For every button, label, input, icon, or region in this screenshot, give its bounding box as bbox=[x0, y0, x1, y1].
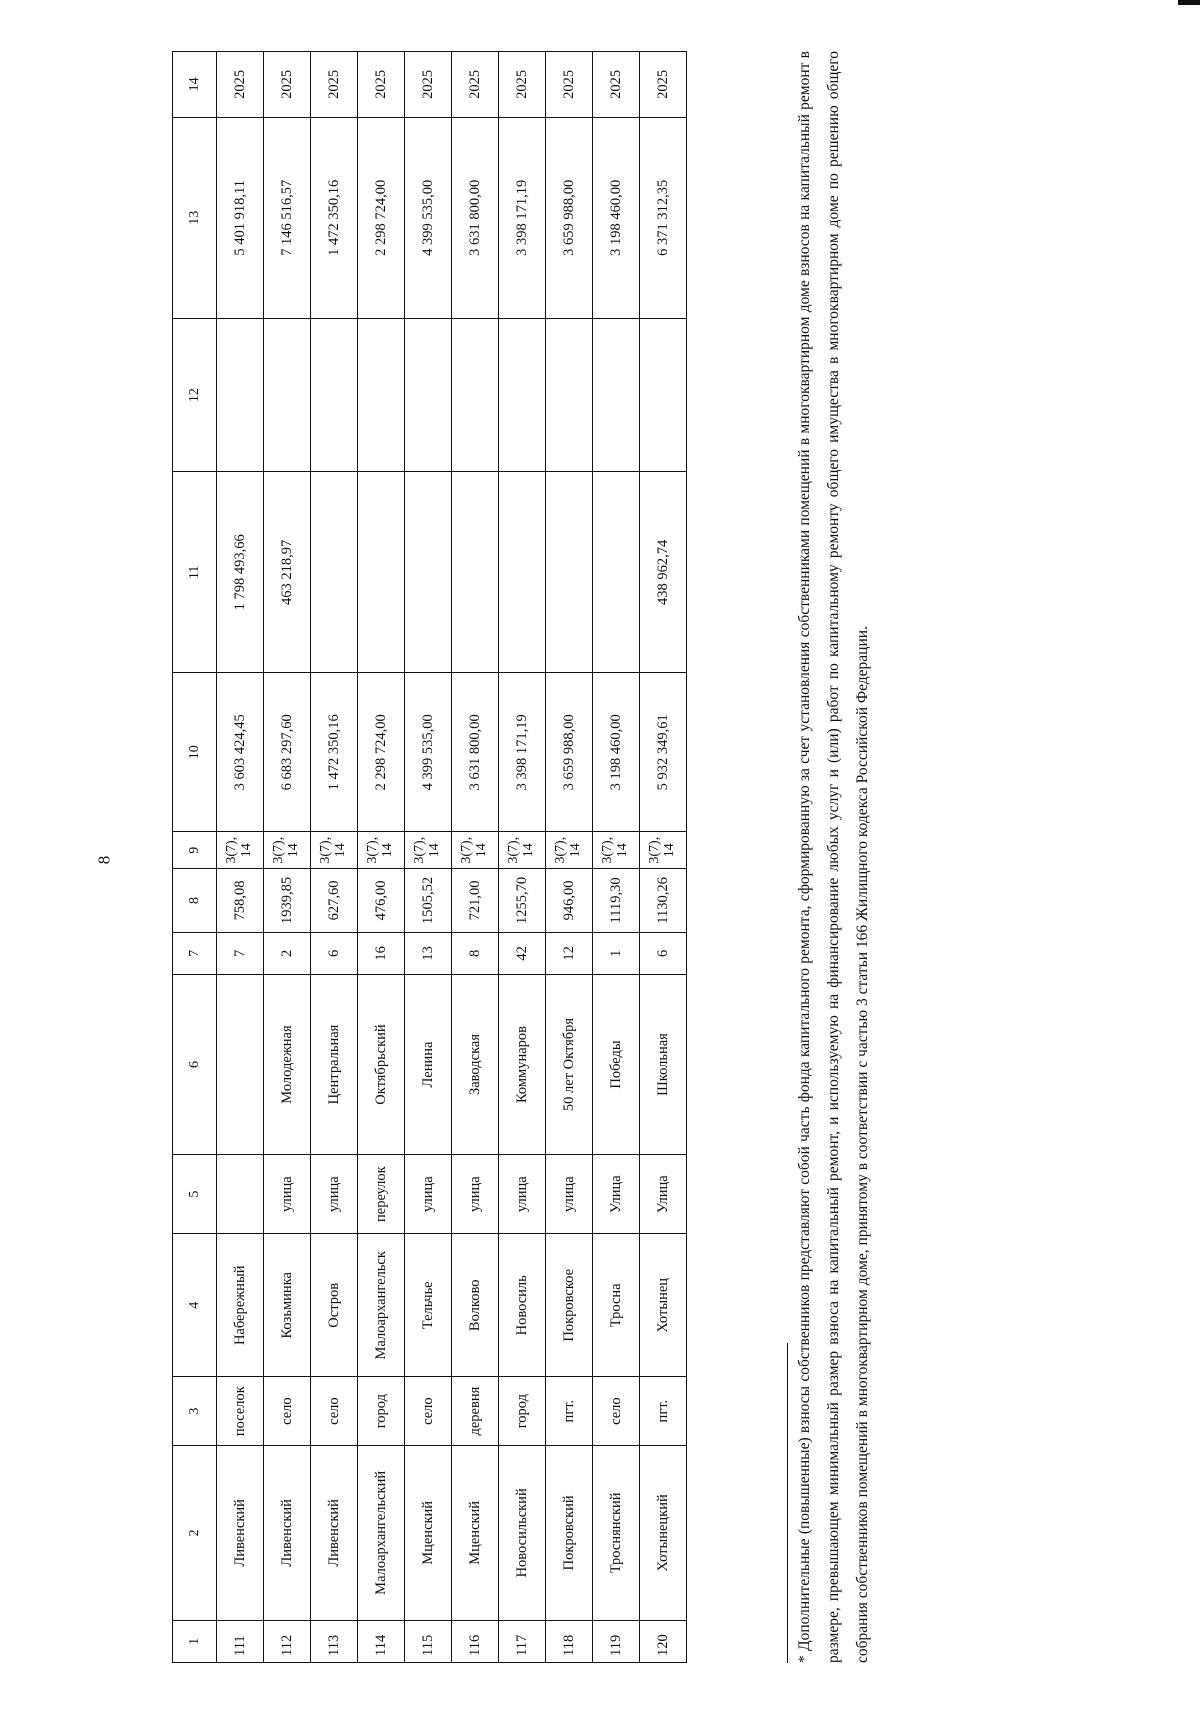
street-name-cell: Октябрьский bbox=[358, 975, 405, 1155]
area-cell: 1939,85 bbox=[264, 869, 311, 933]
register-table-container bbox=[172, 51, 687, 1663]
settlement-name-cell: Набережный bbox=[217, 1234, 264, 1377]
district-cell: Хотынецкий bbox=[640, 1446, 687, 1621]
street-name-cell: Коммунаров bbox=[499, 975, 546, 1155]
other-amount-cell bbox=[546, 318, 593, 471]
additional-contribution-cell: 463 218,97 bbox=[264, 472, 311, 673]
district-cell: Малоархангельский bbox=[358, 1446, 405, 1621]
total-cost-cell: 3 398 171,19 bbox=[499, 117, 546, 318]
year-cell: 2025 bbox=[452, 52, 499, 118]
page-number: 8 bbox=[94, 855, 114, 865]
footnote-container bbox=[787, 51, 927, 1663]
amount-cell: 3 659 988,00 bbox=[546, 673, 593, 832]
amount-cell: 3 198 460,00 bbox=[593, 673, 640, 832]
house-number-cell: 13 bbox=[405, 932, 452, 974]
row-number: 116 bbox=[452, 1620, 499, 1662]
column-header: 2 bbox=[173, 1446, 217, 1621]
column-header: 8 bbox=[173, 869, 217, 933]
column-header: 9 bbox=[173, 832, 217, 869]
settlement-type-cell: город bbox=[358, 1377, 405, 1446]
column-header: 14 bbox=[173, 52, 217, 118]
edge-mark bbox=[1178, 0, 1200, 5]
column-header: 3 bbox=[173, 1377, 217, 1446]
house-number-cell: 7 bbox=[217, 932, 264, 974]
year-cell: 2025 bbox=[405, 52, 452, 118]
year-cell: 2025 bbox=[546, 52, 593, 118]
table-row bbox=[499, 52, 546, 1663]
settlement-name-cell: Волково bbox=[452, 1234, 499, 1377]
house-number-cell: 6 bbox=[311, 932, 358, 974]
settlement-type-cell: пгт. bbox=[640, 1377, 687, 1446]
area-cell: 946,00 bbox=[546, 869, 593, 933]
settlement-type-cell: село bbox=[264, 1377, 311, 1446]
row-number: 112 bbox=[264, 1620, 311, 1662]
column-header: 4 bbox=[173, 1234, 217, 1377]
district-cell: Новосильский bbox=[499, 1446, 546, 1621]
header-row bbox=[173, 52, 217, 1663]
house-number-cell: 12 bbox=[546, 932, 593, 974]
amount-cell: 3 398 171,19 bbox=[499, 673, 546, 832]
row-number: 114 bbox=[358, 1620, 405, 1662]
total-cost-cell: 6 371 312,35 bbox=[640, 117, 687, 318]
district-cell: Ливенский bbox=[264, 1446, 311, 1621]
year-cell: 2025 bbox=[217, 52, 264, 118]
settlement-name-cell: Покровское bbox=[546, 1234, 593, 1377]
total-cost-cell: 3 198 460,00 bbox=[593, 117, 640, 318]
year-cell: 2025 bbox=[358, 52, 405, 118]
additional-contribution-cell bbox=[358, 472, 405, 673]
street-name-cell: Школьная bbox=[640, 975, 687, 1155]
method-cell: 3(7), 14 bbox=[593, 832, 640, 869]
total-cost-cell: 5 401 918,11 bbox=[217, 117, 264, 318]
additional-contribution-cell: 438 962,74 bbox=[640, 472, 687, 673]
year-cell: 2025 bbox=[593, 52, 640, 118]
district-cell: Ливенский bbox=[217, 1446, 264, 1621]
other-amount-cell bbox=[264, 318, 311, 471]
row-number: 113 bbox=[311, 1620, 358, 1662]
year-cell: 2025 bbox=[264, 52, 311, 118]
area-cell: 1505,52 bbox=[405, 869, 452, 933]
row-number: 119 bbox=[593, 1620, 640, 1662]
district-cell: Троснянский bbox=[593, 1446, 640, 1621]
area-cell: 627,60 bbox=[311, 869, 358, 933]
additional-contribution-cell: 1 798 493,66 bbox=[217, 472, 264, 673]
method-cell: 3(7), 14 bbox=[452, 832, 499, 869]
house-number-cell: 8 bbox=[452, 932, 499, 974]
method-cell: 3(7), 14 bbox=[499, 832, 546, 869]
method-cell: 3(7), 14 bbox=[311, 832, 358, 869]
table-body bbox=[217, 52, 687, 1663]
street-type-cell: улица bbox=[264, 1154, 311, 1233]
street-name-cell: Молодежная bbox=[264, 975, 311, 1155]
district-cell: Мценский bbox=[405, 1446, 452, 1621]
settlement-name-cell: Хотынец bbox=[640, 1234, 687, 1377]
column-header: 1 bbox=[173, 1620, 217, 1662]
settlement-type-cell: город bbox=[499, 1377, 546, 1446]
other-amount-cell bbox=[358, 318, 405, 471]
amount-cell: 2 298 724,00 bbox=[358, 673, 405, 832]
year-cell: 2025 bbox=[640, 52, 687, 118]
area-cell: 758,08 bbox=[217, 869, 264, 933]
street-type-cell: улица bbox=[452, 1154, 499, 1233]
table-row bbox=[593, 52, 640, 1663]
total-cost-cell: 3 631 800,00 bbox=[452, 117, 499, 318]
row-number: 120 bbox=[640, 1620, 687, 1662]
house-number-cell: 2 bbox=[264, 932, 311, 974]
settlement-name-cell: Тросна bbox=[593, 1234, 640, 1377]
district-cell: Мценский bbox=[452, 1446, 499, 1621]
street-name-cell bbox=[217, 975, 264, 1155]
column-header: 5 bbox=[173, 1154, 217, 1233]
street-name-cell: 50 лет Октября bbox=[546, 975, 593, 1155]
total-cost-cell: 3 659 988,00 bbox=[546, 117, 593, 318]
row-number: 117 bbox=[499, 1620, 546, 1662]
other-amount-cell bbox=[452, 318, 499, 471]
table-row bbox=[358, 52, 405, 1663]
footnote-divider bbox=[787, 1343, 788, 1663]
area-cell: 1255,70 bbox=[499, 869, 546, 933]
row-number: 115 bbox=[405, 1620, 452, 1662]
column-header: 12 bbox=[173, 318, 217, 471]
house-number-cell: 16 bbox=[358, 932, 405, 974]
street-type-cell bbox=[217, 1154, 264, 1233]
settlement-name-cell: Козьминка bbox=[264, 1234, 311, 1377]
street-type-cell: улица bbox=[405, 1154, 452, 1233]
additional-contribution-cell bbox=[405, 472, 452, 673]
street-type-cell: переулок bbox=[358, 1154, 405, 1233]
house-number-cell: 42 bbox=[499, 932, 546, 974]
table-row bbox=[640, 52, 687, 1663]
area-cell: 1130,26 bbox=[640, 869, 687, 933]
street-name-cell: Победы bbox=[593, 975, 640, 1155]
settlement-name-cell: Новосиль bbox=[499, 1234, 546, 1377]
other-amount-cell bbox=[217, 318, 264, 471]
method-cell: 3(7), 14 bbox=[640, 832, 687, 869]
other-amount-cell bbox=[640, 318, 687, 471]
total-cost-cell: 7 146 516,57 bbox=[264, 117, 311, 318]
street-type-cell: улица bbox=[546, 1154, 593, 1233]
row-number: 111 bbox=[217, 1620, 264, 1662]
additional-contribution-cell bbox=[452, 472, 499, 673]
total-cost-cell: 2 298 724,00 bbox=[358, 117, 405, 318]
row-number: 118 bbox=[546, 1620, 593, 1662]
other-amount-cell bbox=[593, 318, 640, 471]
column-header: 11 bbox=[173, 472, 217, 673]
register-table bbox=[172, 51, 687, 1663]
street-name-cell: Ленина bbox=[405, 975, 452, 1155]
footnote-text: * Дополнительные (повышенные) взносы собственников представляют собой часть фонда капитального ремонта, сформированную за счет установления собственниками помещений в многоквартирном доме взносов на капитальный ремонт в размере, превышающем минимальный размер взноса на капитальный ремонт, и используемую на финансирование любых услуг и (или) работ по капитальному ремонту общего имущества в многоквартирном доме по решению общего собрания собственников помещений в многоквартирном доме, принятому в соответствии с частью 3 статьи 166 Жилищного кодекса Российской Федерации. bbox=[796, 51, 871, 1663]
column-header: 10 bbox=[173, 673, 217, 832]
amount-cell: 3 603 424,45 bbox=[217, 673, 264, 832]
column-header: 6 bbox=[173, 975, 217, 1155]
table-row bbox=[311, 52, 358, 1663]
amount-cell: 6 683 297,60 bbox=[264, 673, 311, 832]
year-cell: 2025 bbox=[311, 52, 358, 118]
amount-cell: 3 631 800,00 bbox=[452, 673, 499, 832]
total-cost-cell: 4 399 535,00 bbox=[405, 117, 452, 318]
settlement-name-cell: Тельчье bbox=[405, 1234, 452, 1377]
amount-cell: 4 399 535,00 bbox=[405, 673, 452, 832]
settlement-name-cell: Малоархангельск bbox=[358, 1234, 405, 1377]
settlement-type-cell: поселок bbox=[217, 1377, 264, 1446]
settlement-type-cell: деревня bbox=[452, 1377, 499, 1446]
other-amount-cell bbox=[405, 318, 452, 471]
settlement-type-cell: село bbox=[593, 1377, 640, 1446]
house-number-cell: 6 bbox=[640, 932, 687, 974]
street-type-cell: Улица bbox=[640, 1154, 687, 1233]
other-amount-cell bbox=[499, 318, 546, 471]
additional-contribution-cell bbox=[593, 472, 640, 673]
street-type-cell: улица bbox=[499, 1154, 546, 1233]
column-header: 7 bbox=[173, 932, 217, 974]
table-row bbox=[546, 52, 593, 1663]
additional-contribution-cell bbox=[311, 472, 358, 673]
additional-contribution-cell bbox=[499, 472, 546, 673]
settlement-type-cell: село bbox=[405, 1377, 452, 1446]
street-type-cell: улица bbox=[311, 1154, 358, 1233]
settlement-type-cell: село bbox=[311, 1377, 358, 1446]
column-header: 13 bbox=[173, 117, 217, 318]
table-row bbox=[405, 52, 452, 1663]
area-cell: 476,00 bbox=[358, 869, 405, 933]
amount-cell: 5 932 349,61 bbox=[640, 673, 687, 832]
year-cell: 2025 bbox=[499, 52, 546, 118]
district-cell: Покровский bbox=[546, 1446, 593, 1621]
other-amount-cell bbox=[311, 318, 358, 471]
amount-cell: 1 472 350,16 bbox=[311, 673, 358, 832]
total-cost-cell: 1 472 350,16 bbox=[311, 117, 358, 318]
additional-contribution-cell bbox=[546, 472, 593, 673]
house-number-cell: 1 bbox=[593, 932, 640, 974]
street-name-cell: Центральная bbox=[311, 975, 358, 1155]
table-row bbox=[217, 52, 264, 1663]
street-type-cell: Улица bbox=[593, 1154, 640, 1233]
district-cell: Ливенский bbox=[311, 1446, 358, 1621]
method-cell: 3(7), 14 bbox=[358, 832, 405, 869]
settlement-type-cell: пгт. bbox=[546, 1377, 593, 1446]
method-cell: 3(7), 14 bbox=[546, 832, 593, 869]
method-cell: 3(7), 14 bbox=[217, 832, 264, 869]
settlement-name-cell: Остров bbox=[311, 1234, 358, 1377]
method-cell: 3(7), 14 bbox=[264, 832, 311, 869]
area-cell: 1119,30 bbox=[593, 869, 640, 933]
method-cell: 3(7), 14 bbox=[405, 832, 452, 869]
table-row bbox=[264, 52, 311, 1663]
area-cell: 721,00 bbox=[452, 869, 499, 933]
table-row bbox=[452, 52, 499, 1663]
street-name-cell: Заводская bbox=[452, 975, 499, 1155]
